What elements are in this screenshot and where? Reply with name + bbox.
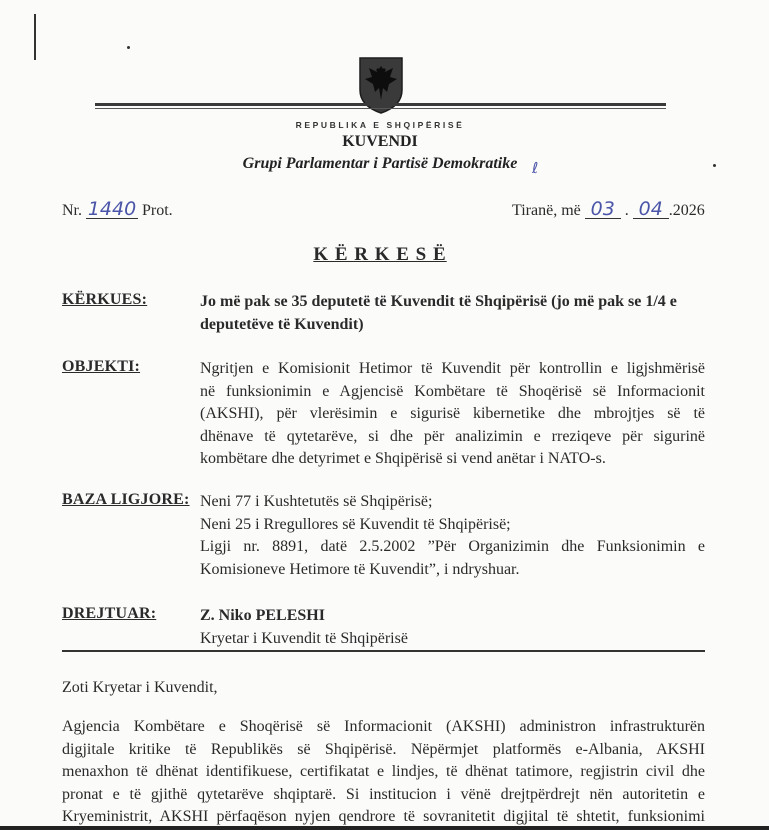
scan-dot bbox=[127, 46, 130, 49]
scan-bottom-edge bbox=[0, 826, 769, 830]
document-title: K Ë R K E S Ë bbox=[313, 244, 447, 265]
section-divider bbox=[62, 650, 705, 652]
section-value-drejtuar bbox=[200, 605, 705, 650]
month-handwritten: 04 bbox=[633, 200, 669, 219]
objekti-line: kombëtare dhe detyrimet e Shqipërisë si vend anëtar i NATO-s. bbox=[200, 450, 606, 467]
objekti-line: në funksionimin e Agjencisë Kombëtare të Shoqërisë së Informacionit bbox=[200, 382, 705, 400]
objekti-line: Ngritjen e Komisionit Hetimor të Kuvendit për kontrollin e ligjshmërisë bbox=[200, 360, 705, 377]
section-value-baza-ligjore bbox=[200, 491, 705, 581]
baza-line-4: Komisioneve Hetimore të Kuvendit”, i ndryshuar. bbox=[200, 560, 520, 578]
kerkues-line-2: deputetëve të Kuvendit) bbox=[200, 315, 364, 333]
objekti-line: (AKSHI), për vlerësimin e sigurisë kibernetike dhe mbrojtjes së të bbox=[200, 405, 705, 422]
year: .2026 bbox=[668, 202, 705, 219]
body-paragraph bbox=[62, 716, 705, 829]
salutation: Zoti Kryetar i Kuvendit, bbox=[62, 679, 218, 696]
kerkues-line-1: Jo më pak se 35 deputetë të Kuvendit të Shqipërisë (jo më pak se 1/4 e bbox=[200, 293, 677, 310]
paragraph-line: Kryeministrit, AKSHI përfaqëson nyjen qendrore të sovranitetit digjital të shtetit, funksionimi bbox=[62, 808, 705, 825]
objekti-line: dhënave të qytetarëve, si dhe për analizimin e rreziqeve për sigurinë bbox=[200, 427, 705, 445]
prot-label: Prot. bbox=[142, 202, 173, 219]
baza-line-2: Neni 25 i Rregullores së Kuvendit të Shqipërisë; bbox=[200, 515, 511, 533]
addressee-role: Kryetar i Kuvendit të Shqipërisë bbox=[200, 629, 408, 647]
section-label-objekti: OBJEKTI: bbox=[62, 358, 141, 375]
date-line bbox=[512, 200, 705, 223]
section-label-kerkues: KËRKUES: bbox=[62, 291, 148, 308]
paragraph-line: menaxhon të dhënat identifikuese, certifikatat e lindjes, të dhënat tatimore, regjistrin civil dhe bbox=[62, 763, 705, 780]
section-value-objekti bbox=[200, 358, 705, 471]
paragraph-line: Agjencia Kombëtare e Shoqërisë së Informacionit (AKSHI) administron infrastrukturën bbox=[62, 718, 705, 735]
parliamentary-group: Grupi Parlamentar i Partisë Demokratike bbox=[242, 155, 518, 172]
scan-mark-line bbox=[34, 14, 36, 60]
paragraph-line: digjitale kritike të Republikës së Shqipërisë. Nëpërmjet platformës e-Albania, AKSHI bbox=[62, 740, 705, 758]
handwritten-mark: ℓ bbox=[532, 159, 539, 177]
section-value-kerkues bbox=[200, 291, 705, 336]
baza-line-1: Neni 77 i Kushtetutës së Shqipërisë; bbox=[200, 493, 433, 510]
scan-dot bbox=[713, 164, 716, 167]
baza-line-3: Ligji nr. 8891, datë 2.5.2002 ”Për Organizimin dhe Funksionimin e bbox=[200, 538, 705, 555]
place-label: Tiranë, më bbox=[512, 202, 581, 219]
addressee-name: Z. Niko PELESHI bbox=[200, 607, 325, 624]
letterhead-rule bbox=[95, 103, 666, 106]
section-label-drejtuar: DREJTUAR: bbox=[62, 605, 157, 622]
nr-handwritten: 1440 bbox=[87, 198, 137, 220]
letterhead-rule-thin bbox=[95, 108, 666, 109]
nr-label: Nr. bbox=[62, 202, 82, 219]
day-handwritten: 03 bbox=[585, 200, 621, 219]
protocol-number-line bbox=[62, 200, 173, 223]
paragraph-line: pronat e të gjithë qytetarëve shqiptarë. Si institucion i vënë drejtpërdrejt nën autoritetin e bbox=[62, 785, 705, 803]
date-dot: . bbox=[624, 202, 629, 219]
republic-name: REPUBLIKA E SHQIPËRISË bbox=[295, 120, 465, 130]
institution-name: KUVENDI bbox=[342, 133, 418, 150]
section-label-baza-ligjore: BAZA LIGJORE: bbox=[62, 491, 190, 508]
